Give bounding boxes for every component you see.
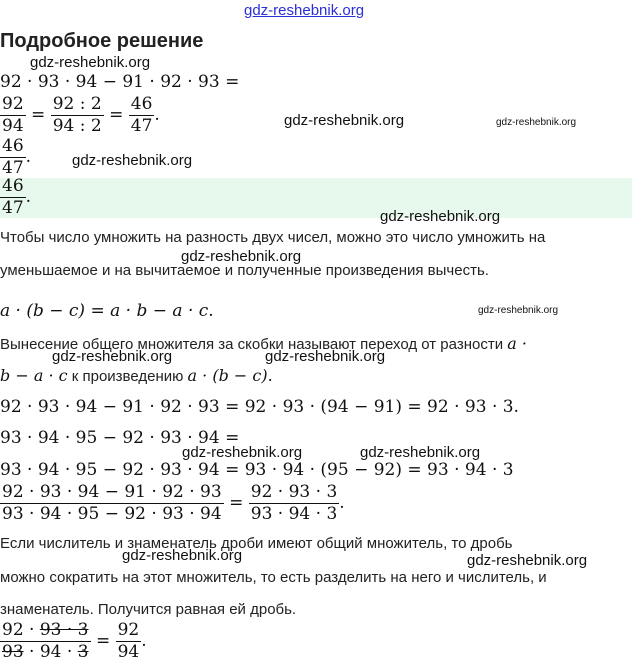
expression-denominator-start: 93 · 94 · 95 − 92 · 93 · 94 = xyxy=(0,428,240,448)
watermark: gdz-reshebnik.org xyxy=(467,552,588,569)
watermark: gdz-reshebnik.org xyxy=(182,444,303,461)
watermark: gdz-reshebnik.org xyxy=(360,444,481,461)
watermark: gdz-reshebnik.org xyxy=(52,348,173,365)
watermark: gdz-reshebnik.org xyxy=(478,305,559,316)
watermark: gdz-reshebnik.org xyxy=(380,208,501,225)
watermark: gdz-reshebnik.org xyxy=(284,112,405,129)
fraction-cancelled: $\frac{92 \cdot 93 \cdot 3}{93 \cdot 94 \cdot 3}$ xyxy=(2,620,89,662)
paragraph-1-line-2: уменьшаемое и на вычитаемое и полученные произведения вычесть. xyxy=(0,262,489,279)
fraction-div-2: $\frac{92 : 2}{94 : 2}$ xyxy=(52,94,102,136)
fraction-final: $\frac{92}{94}$ xyxy=(117,620,140,662)
page-title: Подробное решение xyxy=(0,30,204,52)
cancellation-line: $\frac{92 \cdot 93 \cdot 3}{93 \cdot 94 \cdot 3}$ = $\frac{92}{94}$ . xyxy=(2,620,147,662)
fraction-reduced: $\frac{92 \cdot 93 \cdot 3}{93 \cdot 94 \cdot 3}$ xyxy=(250,482,338,524)
fraction-92-94: $\frac{92}{94}$ xyxy=(2,94,24,136)
answer-highlight xyxy=(0,178,632,218)
watermark: gdz-reshebnik.org xyxy=(265,348,386,365)
fraction-big: $\frac{92 \cdot 93 \cdot 94 - 91 \cdot 92 \cdot 93}{93 \cdot 94 \cdot 95 - 92 \cdot 93 \cdot 94}$ xyxy=(2,482,222,524)
expression-line-1: 92 · 93 · 94 − 91 · 92 · 93 = xyxy=(0,72,240,92)
paragraph-2-line-2: b − a · c к произведению a · (b − c). xyxy=(0,366,273,385)
paragraph-1-line-1: Чтобы число умножить на разность двух чисел, можно это число умножить на xyxy=(0,229,546,246)
watermark-top[interactable]: gdz-reshebnik.org xyxy=(244,2,365,19)
expression-denominator-factor: 93 · 94 · 95 − 92 · 93 · 94 = 93 · 94 · (95 − 92) = 93 · 94 · 3 xyxy=(0,460,514,480)
distributive-formula: a · (b − c) = a · b − a · c. xyxy=(0,301,214,321)
paragraph-3-line-2: можно сократить на этот множитель, то есть разделить на него и числитель, и xyxy=(0,569,547,586)
paragraph-3-line-1: Если числитель и знаменатель дроби имеют общий множитель, то дробь xyxy=(0,535,513,552)
fraction-chain: $\frac{92}{94}$ = $\frac{92 : 2}{94 : 2}$ = $\frac{46}{47}$ . xyxy=(2,94,160,136)
big-fraction-line: $\frac{92 \cdot 93 \cdot 94 - 91 \cdot 92 \cdot 93}{93 \cdot 94 \cdot 95 - 92 \cdot 93 \cdot 94}$ = $\frac{92 \cdot 93 \cdot 3}{93 \cdot 94 \cdot 3}$ . xyxy=(2,482,345,524)
fraction-46-47: $\frac{46}{47}$ xyxy=(130,94,153,136)
result-fraction-line: $\frac{46}{47}$ . xyxy=(2,136,32,178)
watermark: gdz-reshebnik.org xyxy=(122,547,243,564)
paragraph-3-line-3: знаменатель. Получится равная ей дробь. xyxy=(0,601,297,618)
watermark: gdz-reshebnik.org xyxy=(30,54,151,71)
expression-numerator-factor: 92 · 93 · 94 − 91 · 92 · 93 = 92 · 93 · (94 − 91) = 92 · 93 · 3. xyxy=(0,397,519,417)
answer-fraction: $\frac{46}{47}$ . xyxy=(2,176,32,218)
watermark: gdz-reshebnik.org xyxy=(181,248,302,265)
paragraph-2-line-1: Вынесение общего множителя за скобки называют переход от разности a · xyxy=(0,334,527,353)
watermark: gdz-reshebnik.org xyxy=(72,152,193,169)
watermark: gdz-reshebnik.org xyxy=(496,117,577,128)
